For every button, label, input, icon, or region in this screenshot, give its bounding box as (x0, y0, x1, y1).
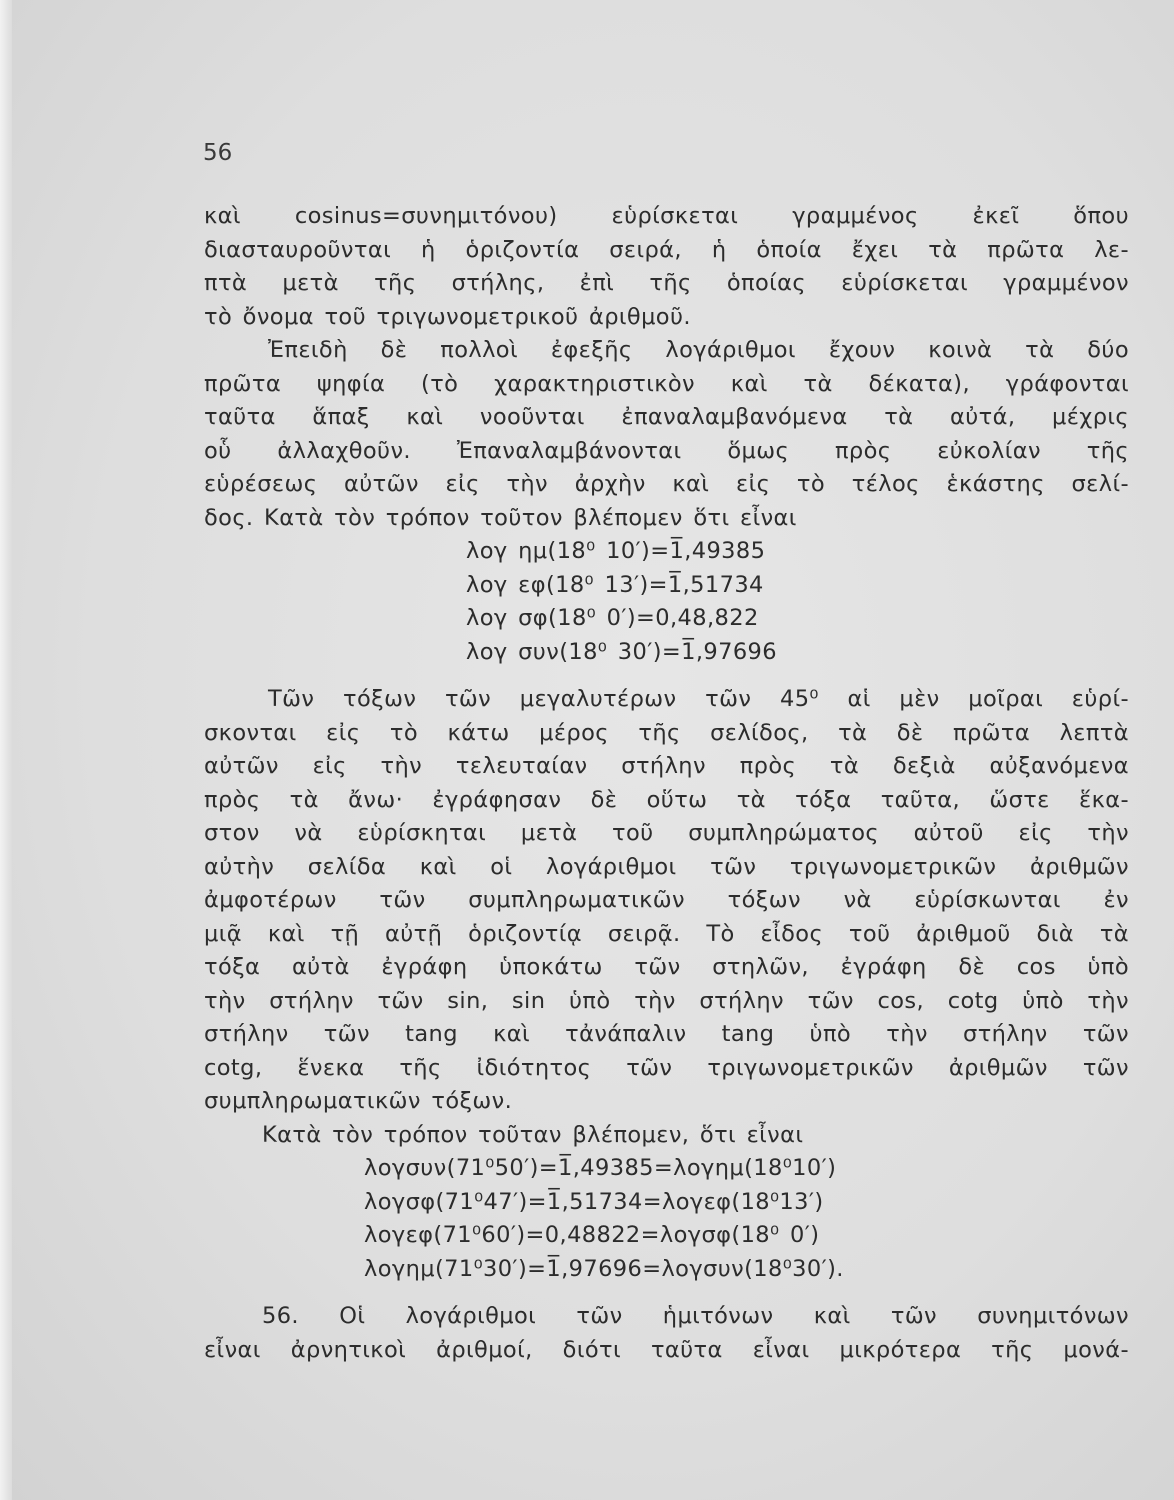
text-line: τὴν στήλην τῶν sin, sin ὑπὸ τὴν στήλην τῶν cos, cotg ὑπὸ τὴν (204, 987, 1129, 1014)
text-line: πρὸς τὰ ἄνω· ἐγράφησαν δὲ οὕτω τὰ τόξα ταῦτα, ὥστε ἕκα- (204, 786, 1129, 813)
text-line: αὐτῶν εἰς τὴν τελευταίαν στήλην πρὸς τὰ δεξιὰ αὐξανόμενα (204, 753, 1129, 779)
formula-line: λογημ(71⁰30′)=1̅,97696=λογσυν(18⁰30′). (364, 1255, 844, 1282)
text-line: 56. Οἱ λογάριθμοι τῶν ἡμιτόνων καὶ τῶν συνημιτόνων (262, 1303, 1129, 1329)
formula-block-2 (204, 1152, 1129, 1286)
paragraph-logarithm-notes (204, 334, 1129, 535)
text-line: εὑρέσεως αὐτῶν εἰς τὴν ἀρχὴν καὶ εἰς τὸ τέλος ἑκάστης σελί- (204, 471, 1129, 497)
text-line: cotg, ἕνεκα τῆς ἰδιότητος τῶν τριγωνομετρικῶν ἀριθμῶν τῶν (204, 1054, 1129, 1081)
text-line: τὸ ὄνομα τοῦ τριγωνομετρικοῦ ἀριθμοῦ. (204, 303, 691, 330)
text-line: τόξα αὐτὰ ἐγράφη ὑποκάτω τῶν στηλῶν, ἐγράφη δὲ cos ὑπὸ (204, 954, 1129, 980)
text-line: διασταυροῦνται ἡ ὁριζοντία σειρά, ἡ ὁποία ἔχει τὰ πρῶτα λε- (204, 236, 1129, 263)
text-line: αὐτὴν σελίδα καὶ οἱ λογάριθμοι τῶν τριγωνομετρικῶν ἀριθμῶν (204, 853, 1129, 880)
formula-line: λογ συν(18⁰ 30′)=1̅,97696 (466, 638, 777, 665)
text-line: ταῦτα ἅπαξ καὶ νοοῦνται ἐπαναλαμβανόμενα τὰ αὐτά, μέχρις (204, 404, 1129, 430)
formula-line: λογ εφ(18⁰ 13′)=1̅,51734 (466, 571, 764, 598)
formula-line: λογσυν(71⁰50′)=1̅,49385=λογημ(18⁰10′) (364, 1155, 837, 1181)
text-line: πρῶτα ψηφία (τὸ χαρακτηριστικὸν καὶ τὰ δέκατα), γράφονται (204, 370, 1129, 397)
text-line: συμπληρωματικῶν τόξων. (204, 1088, 513, 1114)
paragraph-section-56 (204, 1300, 1129, 1367)
text-line: στήλην τῶν tang καὶ τἀνάπαλιν tang ὑπὸ τὴν στήλην τῶν (204, 1021, 1129, 1047)
paragraph-continuation (204, 200, 1129, 334)
text-line: στον νὰ εὑρίσκηται μετὰ τοῦ συμπληρώματος αὐτοῦ εἰς τὴν (204, 820, 1129, 846)
text-line: σκονται εἰς τὸ κάτω μέρος τῆς σελίδος, τὰ δὲ πρῶτα λεπτὰ (204, 719, 1129, 746)
paragraph-complementary-arcs (204, 683, 1129, 1119)
text-line: Ἐπειδὴ δὲ πολλοὶ ἐφεξῆς λογάριθμοι ἔχουν κοινὰ τὰ δύο (268, 337, 1129, 363)
page-number: 56 (203, 140, 233, 166)
formula-line: λογ ημ(18⁰ 10′)=1̅,49385 (466, 538, 766, 564)
page-edge (0, 0, 12, 1500)
text-line: εἶναι ἀρνητικοὶ ἀριθμοί, διότι ταῦτα εἶναι μικρότερα τῆς μονά- (204, 1336, 1129, 1363)
text-line: ἀμφοτέρων τῶν συμπληρωματικῶν τόξων νὰ εὑρίσκωνται ἐν (204, 887, 1129, 913)
text-line: μιᾷ καὶ τῇ αὐτῇ ὁριζοντίᾳ σειρᾷ. Τὸ εἶδος τοῦ ἀριθμοῦ διὰ τὰ (204, 920, 1129, 947)
text-line: Κατὰ τὸν τρόπον τοῦταν βλέπομεν, ὅτι εἶναι (262, 1121, 804, 1148)
text-line: πτὰ μετὰ τῆς στήλης, ἐπὶ τῆς ὁποίας εὑρίσκεται γραμμένον (204, 270, 1129, 296)
text-line: Τῶν τόξων τῶν μεγαλυτέρων τῶν 45⁰ αἱ μὲν μοῖραι εὑρί- (268, 686, 1129, 712)
formula-line: λογ σφ(18⁰ 0′)=0,48,822 (466, 605, 759, 631)
formula-line: λογσφ(71⁰47′)=1̅,51734=λογεφ(18⁰13′) (364, 1188, 824, 1215)
text-line: καὶ cosinus=συνημιτόνου) εὑρίσκεται γραμμένος ἐκεῖ ὅπου (204, 203, 1129, 229)
formula-block-1 (204, 535, 1129, 669)
page-body (204, 200, 1129, 1367)
formula-line: λογεφ(71⁰60′)=0,48822=λογσφ(18⁰ 0′) (364, 1222, 820, 1248)
text-line: οὗ ἀλλαχθοῦν. Ἐπαναλαμβάνονται ὅμως πρὸς εὐκολίαν τῆς (204, 437, 1129, 464)
text-line: δος. Κατὰ τὸν τρόπον τοῦτον βλέπομεν ὅτι εἶναι (204, 504, 797, 531)
